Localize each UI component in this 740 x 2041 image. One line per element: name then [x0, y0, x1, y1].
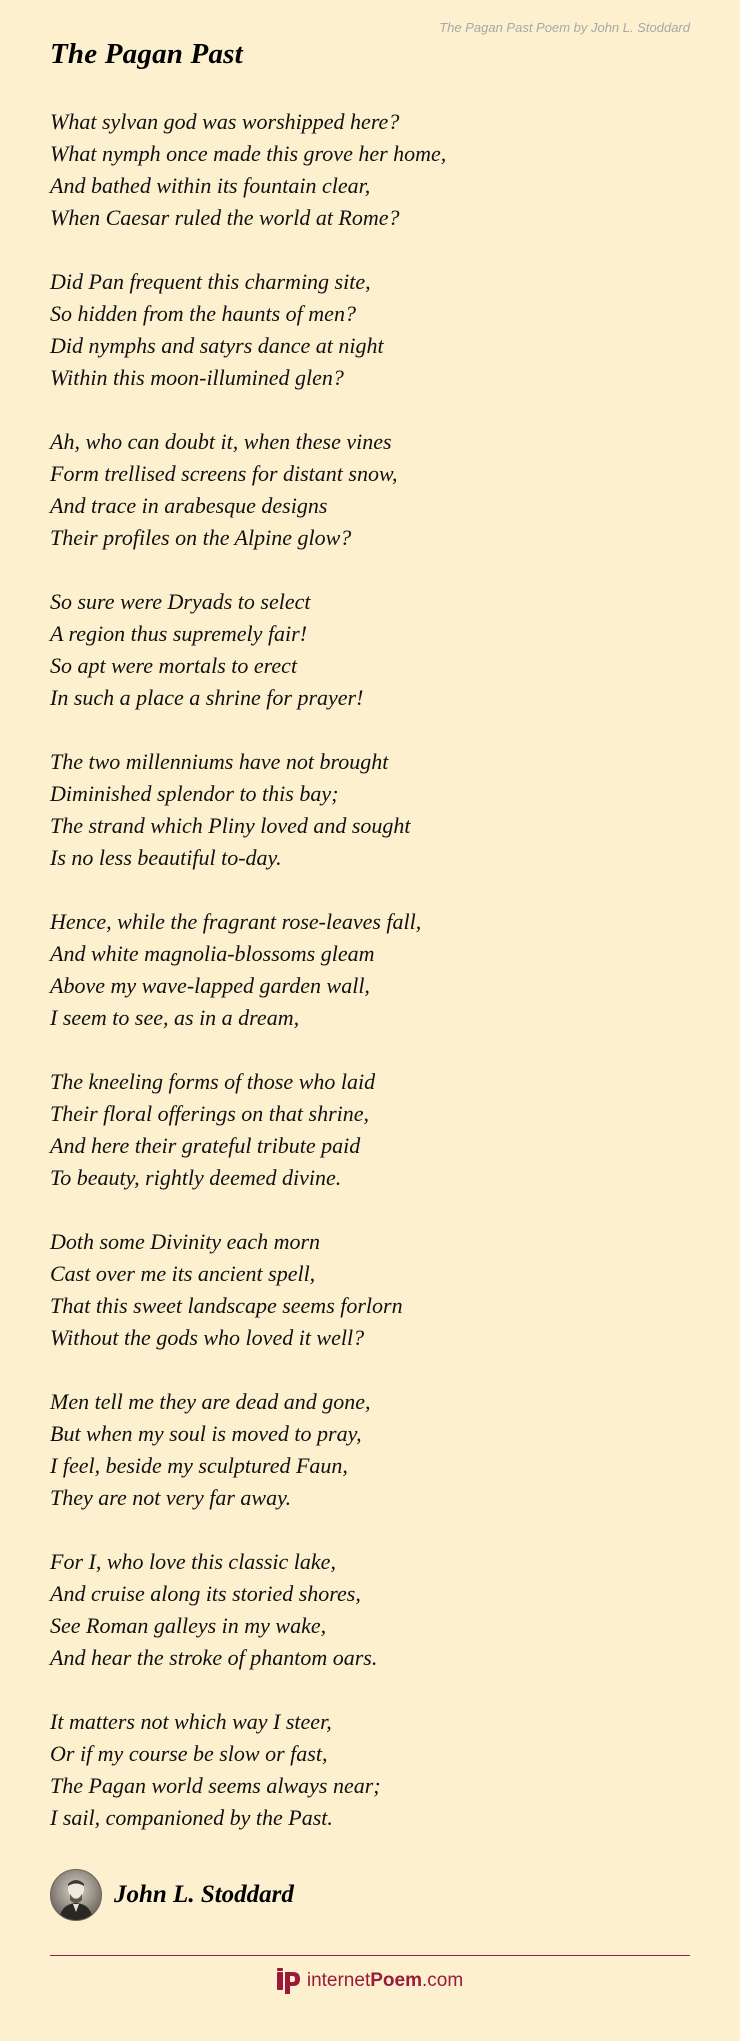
stanza: [50, 266, 690, 394]
stanza: [50, 426, 690, 554]
author-portrait-icon[interactable]: [50, 1869, 102, 1921]
poem-line: In such a place a shrine for prayer!: [50, 685, 364, 710]
poem-line: Their floral offerings on that shrine,: [50, 1101, 370, 1126]
poem-line: The Pagan world seems always near;: [50, 1773, 381, 1798]
poem-line: And white magnolia-blossoms gleam: [50, 941, 375, 966]
poem-line: To beauty, rightly deemed divine.: [50, 1165, 342, 1190]
poem-line: Hence, while the fragrant rose-leaves fall,: [50, 909, 422, 934]
poem-line: What sylvan god was worshipped here?: [50, 109, 400, 134]
brand-suffix: .com: [421, 1970, 464, 1991]
poem-line: So sure were Dryads to select: [50, 589, 311, 614]
footer-divider: [50, 1955, 690, 1956]
stanza: [50, 106, 690, 234]
poem-line: Their profiles on the Alpine glow?: [50, 525, 352, 550]
poem-line: So apt were mortals to erect: [50, 653, 298, 678]
poem-line: For I, who love this classic lake,: [50, 1549, 336, 1574]
poem-line: A region thus supremely fair!: [50, 621, 308, 646]
stanza: [50, 906, 690, 1034]
source-line: The Pagan Past Poem by John L. Stoddard: [439, 20, 690, 35]
poem-line: I seem to see, as in a dream,: [50, 1005, 300, 1030]
brand-bold: Poem: [370, 1970, 422, 1991]
poem-line: Above my wave-lapped garden wall,: [50, 973, 370, 998]
stanza: [50, 1706, 690, 1834]
poem-line: They are not very far away.: [50, 1485, 292, 1510]
poem-line: But when my soul is moved to pray,: [50, 1421, 362, 1446]
poem-line: And bathed within its fountain clear,: [50, 173, 371, 198]
poem-line: Did Pan frequent this charming site,: [50, 269, 371, 294]
stanza: [50, 1546, 690, 1674]
stanza: [50, 1226, 690, 1354]
poem-line: Did nymphs and satyrs dance at night: [50, 333, 384, 358]
poem-title: The Pagan Past: [50, 38, 243, 70]
poem-line: And trace in arabesque designs: [50, 493, 328, 518]
poem-line: When Caesar ruled the world at Rome?: [50, 205, 400, 230]
author-name[interactable]: John L. Stoddard: [114, 1881, 294, 1908]
poem-line: The two millenniums have not brought: [50, 749, 389, 774]
poem-line: So hidden from the haunts of men?: [50, 301, 356, 326]
poem-line: And cruise along its storied shores,: [50, 1581, 361, 1606]
stanza: [50, 1066, 690, 1194]
poem-line: I sail, companioned by the Past.: [50, 1805, 333, 1830]
poem-line: Ah, who can doubt it, when these vines: [50, 429, 392, 454]
poem-line: It matters not which way I steer,: [50, 1709, 332, 1734]
poem-line: Is no less beautiful to-day.: [50, 845, 282, 870]
poem-line: Diminished splendor to this bay;: [50, 781, 339, 806]
poem-line: Without the gods who loved it well?: [50, 1325, 365, 1350]
poem-body: [50, 106, 690, 1866]
poem-line: Or if my course be slow or fast,: [50, 1741, 328, 1766]
poem-line: The kneeling forms of those who laid: [50, 1069, 376, 1094]
poem-line: See Roman galleys in my wake,: [50, 1613, 327, 1638]
brand-prefix: internet: [306, 1970, 371, 1991]
author-block[interactable]: [50, 1869, 294, 1921]
poem-line: Cast over me its ancient spell,: [50, 1261, 316, 1286]
stanza: [50, 1386, 690, 1514]
poem-line: Men tell me they are dead and gone,: [50, 1389, 371, 1414]
poem-line: And hear the stroke of phantom oars.: [50, 1645, 378, 1670]
brand-text[interactable]: [307, 1970, 463, 1992]
poem-line: Doth some Divinity each morn: [50, 1229, 321, 1254]
stanza: [50, 746, 690, 874]
poem-line: I feel, beside my sculptured Faun,: [50, 1453, 348, 1478]
poem-line: That this sweet landscape seems forlorn: [50, 1293, 403, 1318]
poem-line: Form trellised screens for distant snow,: [50, 461, 398, 486]
stanza: [50, 586, 690, 714]
poem-line: The strand which Pliny loved and sought: [50, 813, 411, 838]
poem-line: And here their grateful tribute paid: [50, 1133, 361, 1158]
brand-link[interactable]: [0, 1968, 740, 1994]
poem-line: Within this moon-illumined glen?: [50, 365, 344, 390]
poem-line: What nymph once made this grove her home,: [50, 141, 447, 166]
internetpoem-logo-icon: [277, 1968, 301, 1994]
